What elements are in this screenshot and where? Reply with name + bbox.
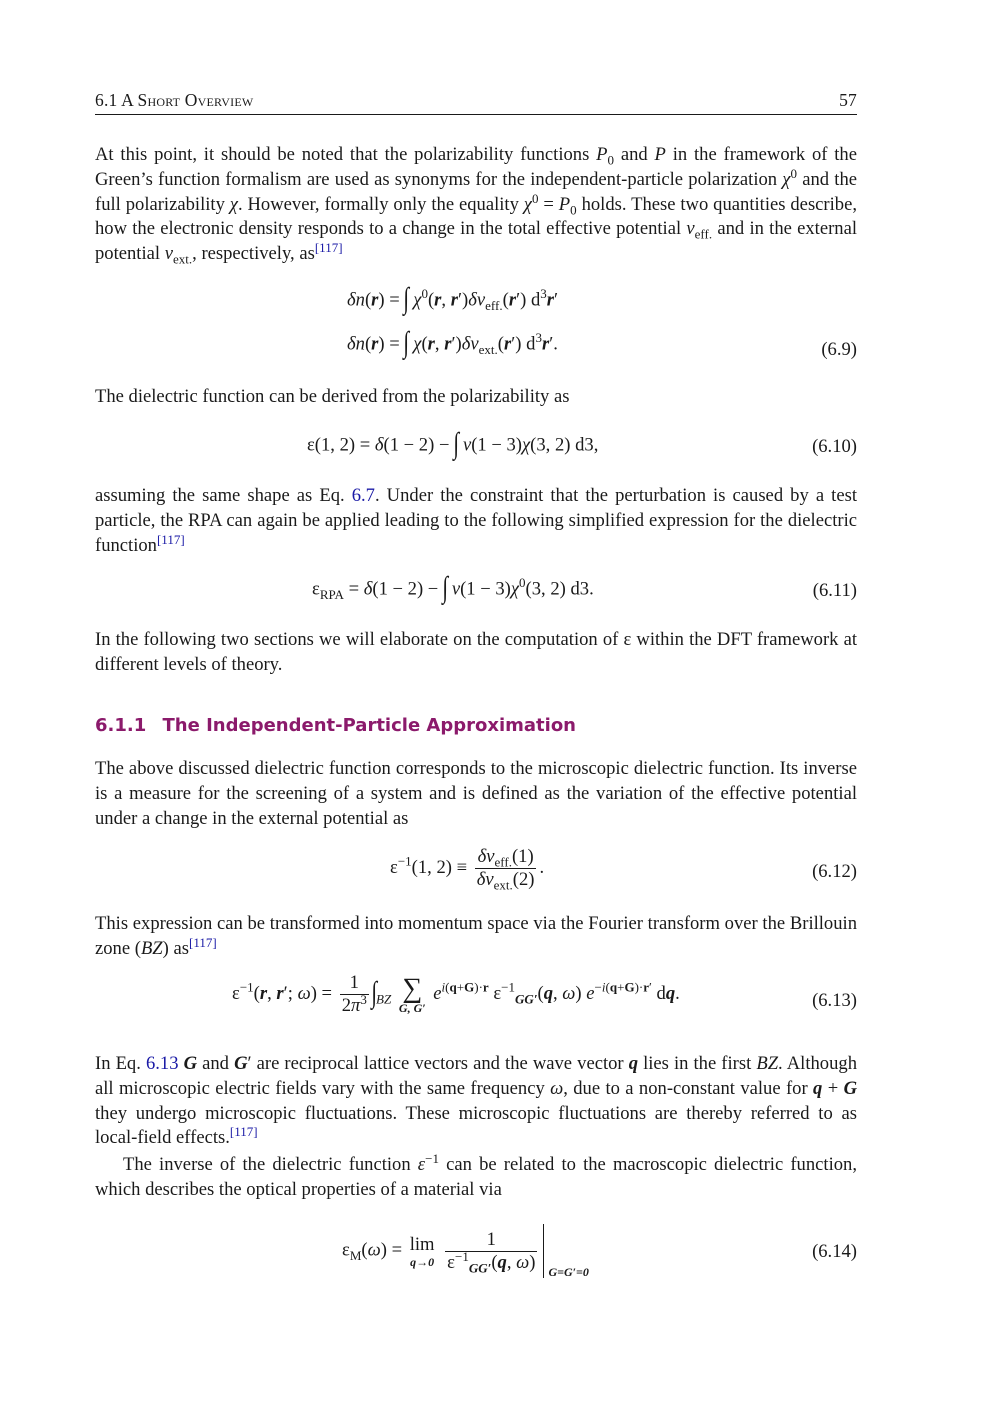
paragraph-microscopic: The above discussed dielectric function corresponds to the microscopic dielectric function. Its inverse is a measure for the screening of a system and is defined as the variation of the effective potential under a change in the external potential as <box>95 758 857 829</box>
equation-number: (6.14) <box>812 1241 857 1262</box>
section-heading <box>95 715 576 736</box>
citation-link[interactable]: [117] <box>156 531 185 547</box>
equation-reference-link[interactable]: 6.13 <box>145 1053 179 1074</box>
paragraph-outline: In the following two sections we will elaborate on the computation of ε within the DFT framework at different levels of theory. <box>95 629 857 675</box>
paragraph-local-field: In Eq. 6.13 G and G′ are reciprocal lattice vectors and the wave vector q lies in the first BZ. Although all microscopic electric fields vary with the same frequency ω, due to a non-constant value for q + G they undergo microscopic fluctuations. These microscopic fluctuations are thereby referred to as local-field effects.[117] <box>95 1053 857 1149</box>
equation-6-13: $\varepsilon^{-1}(r$, r′; ω) = $\frac{1}{2\pi^3}$ $\int_{BZ}$ ∑ G, G′ $e^{i(q+G)\cdot r}$ $\varepsilon^{-1}_{GG'}(q$, ω) $e^{-i(q+G)\cdot r'}$ dq. (6.13) <box>232 972 857 1016</box>
equation-number: (6.10) <box>812 436 857 457</box>
citation-link[interactable]: [117] <box>229 1124 258 1140</box>
paragraph-dielectric-intro: The dielectric function can be derived from the polarizability as <box>95 386 570 407</box>
running-header <box>95 90 857 115</box>
equation-6-11: $\varepsilon_{RPA} = \delta(1 - 2)$ − ∫ $v(1 - 3)\chi^0(3$, 2) d3. (6.11) <box>312 571 857 604</box>
paragraph-polarizability: At this point, it should be noted that the polarizability functions $P_0$ and P in the framework of the Green’s function formalism are used as synonyms for the independent-particle polarization $\chi^0$ and the full polarizability χ. However, formally only the equality $\chi^0 = P_0$ holds. These two quantities describe, how the electronic density responds to a change in the total effective potential $v_{eff.}$ and in the external potential $v_{ext.}$, respectively, as[117] <box>95 144 857 267</box>
section-number: 6.1.1 <box>95 715 147 736</box>
section-title: The Independent-Particle Approximation <box>162 715 576 736</box>
equation-number: (6.9) <box>821 339 857 360</box>
paragraph-fourier: This expression can be transformed into momentum space via the Fourier transform over the Brillouin zone (BZ) as[117] <box>95 913 857 959</box>
equation-6-10: ε(1, 2) = δ(1 − 2) − ∫ v(1 − 3)χ(3, 2) d3, (6.10) <box>307 427 857 460</box>
page-number: 57 <box>839 90 857 110</box>
equation-number: (6.12) <box>812 861 857 882</box>
header-section-title: 6.1 A Short Overview <box>95 90 254 110</box>
paragraph-rpa: assuming the same shape as Eq. 6.7. Under the constraint that the perturbation is caused by a test particle, the RPA can again be applied leading to the following simplified expression for the dielectric function[117] <box>95 485 857 556</box>
citation-link[interactable]: [117] <box>314 240 343 255</box>
equation-6-14: $\varepsilon_M(\omega)$ = lim q→0 $\frac{1}{\varepsilon^{-1}_{GG'}(q, \omega)}$ G=G′=0 (6.14) <box>95 1224 857 1280</box>
equation-6-9: δn(r) = ∫ $\chi^0(r$, $r')\delta v_{eff.}(r')$ $d^3r'$ δn(r) = ∫ χ(r, $r')\delta v_{ext.}(r')$ $d^3r'$. (6.9) <box>347 282 857 360</box>
citation-link[interactable]: [117] <box>189 934 217 950</box>
equation-6-12: $\varepsilon^{-1}(1$, 2) ≡ $\frac{\delta v_{eff.}(1)}{\delta v_{ext.}(2)}$ . (6.12) <box>390 846 857 893</box>
equation-number: (6.13) <box>812 990 857 1011</box>
paragraph-macroscopic: The inverse of the dielectric function $\varepsilon^{-1}$ can be related to the macroscopic dielectric function, which describes the optical properties of a material via <box>95 1150 857 1200</box>
equation-reference-link[interactable]: 6.7 <box>351 485 375 506</box>
equation-number: (6.11) <box>812 580 857 601</box>
